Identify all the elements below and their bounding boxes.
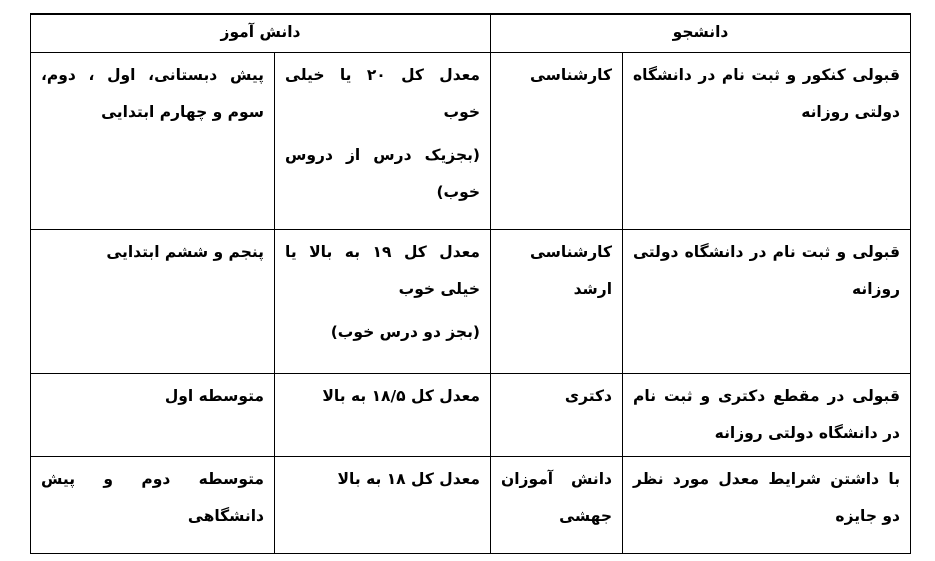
header-pupil: دانش آموز: [31, 14, 491, 52]
student-condition-cell: قبولی کنکور و ثبت نام در دانشگاه دولتی روزانه: [623, 52, 911, 229]
table-header-row: [31, 14, 911, 52]
pupil-level-cell: متوسطه دوم و پیش دانشگاهی: [31, 456, 275, 553]
pupil-condition-cell: معدل کل ۱۸ به بالا: [275, 456, 491, 553]
student-level-cell: کارشناسی ارشد: [491, 229, 623, 373]
student-level-cell: دانش آموزان جهشی: [491, 456, 623, 553]
student-condition-cell: با داشتن شرایط معدل مورد نظر دو جایزه: [623, 456, 911, 553]
pupil-level-cell: پنجم و ششم ابتدایی: [31, 229, 275, 373]
student-condition-cell: قبولی در مقطع دکتری و ثبت نام در دانشگاه دولتی روزانه: [623, 373, 911, 456]
student-level-cell: دکتری: [491, 373, 623, 456]
document-page: [30, 13, 910, 554]
pupil-level-cell: پیش دبستانی، اول ، دوم، سوم و چهارم ابتدایی: [31, 52, 275, 229]
student-level-cell: کارشناسی: [491, 52, 623, 229]
award-conditions-table: [30, 13, 911, 554]
header-student: دانشجو: [491, 14, 911, 52]
pupil-level-cell: متوسطه اول: [31, 373, 275, 456]
student-condition-cell: قبولی و ثبت نام در دانشگاه دولتی روزانه: [623, 229, 911, 373]
table-row: [31, 373, 911, 456]
pupil-condition-cell: [275, 229, 491, 373]
table-row: [31, 229, 911, 373]
pupil-condition-cell: معدل کل ۱۸/۵ به بالا: [275, 373, 491, 456]
pupil-condition-text: معدل کل ۱۹ به بالا یا خیلی خوب: [285, 242, 481, 298]
pupil-condition-note: (بجز دو درس خوب): [330, 322, 481, 341]
pupil-condition-cell: [275, 52, 491, 229]
pupil-condition-text: معدل کل ۲۰ یا خیلی خوب: [285, 65, 481, 121]
pupil-condition-note: (بجزیک درس از دروس خوب): [285, 145, 481, 201]
table-row: [31, 52, 911, 229]
table-row: [31, 456, 911, 553]
